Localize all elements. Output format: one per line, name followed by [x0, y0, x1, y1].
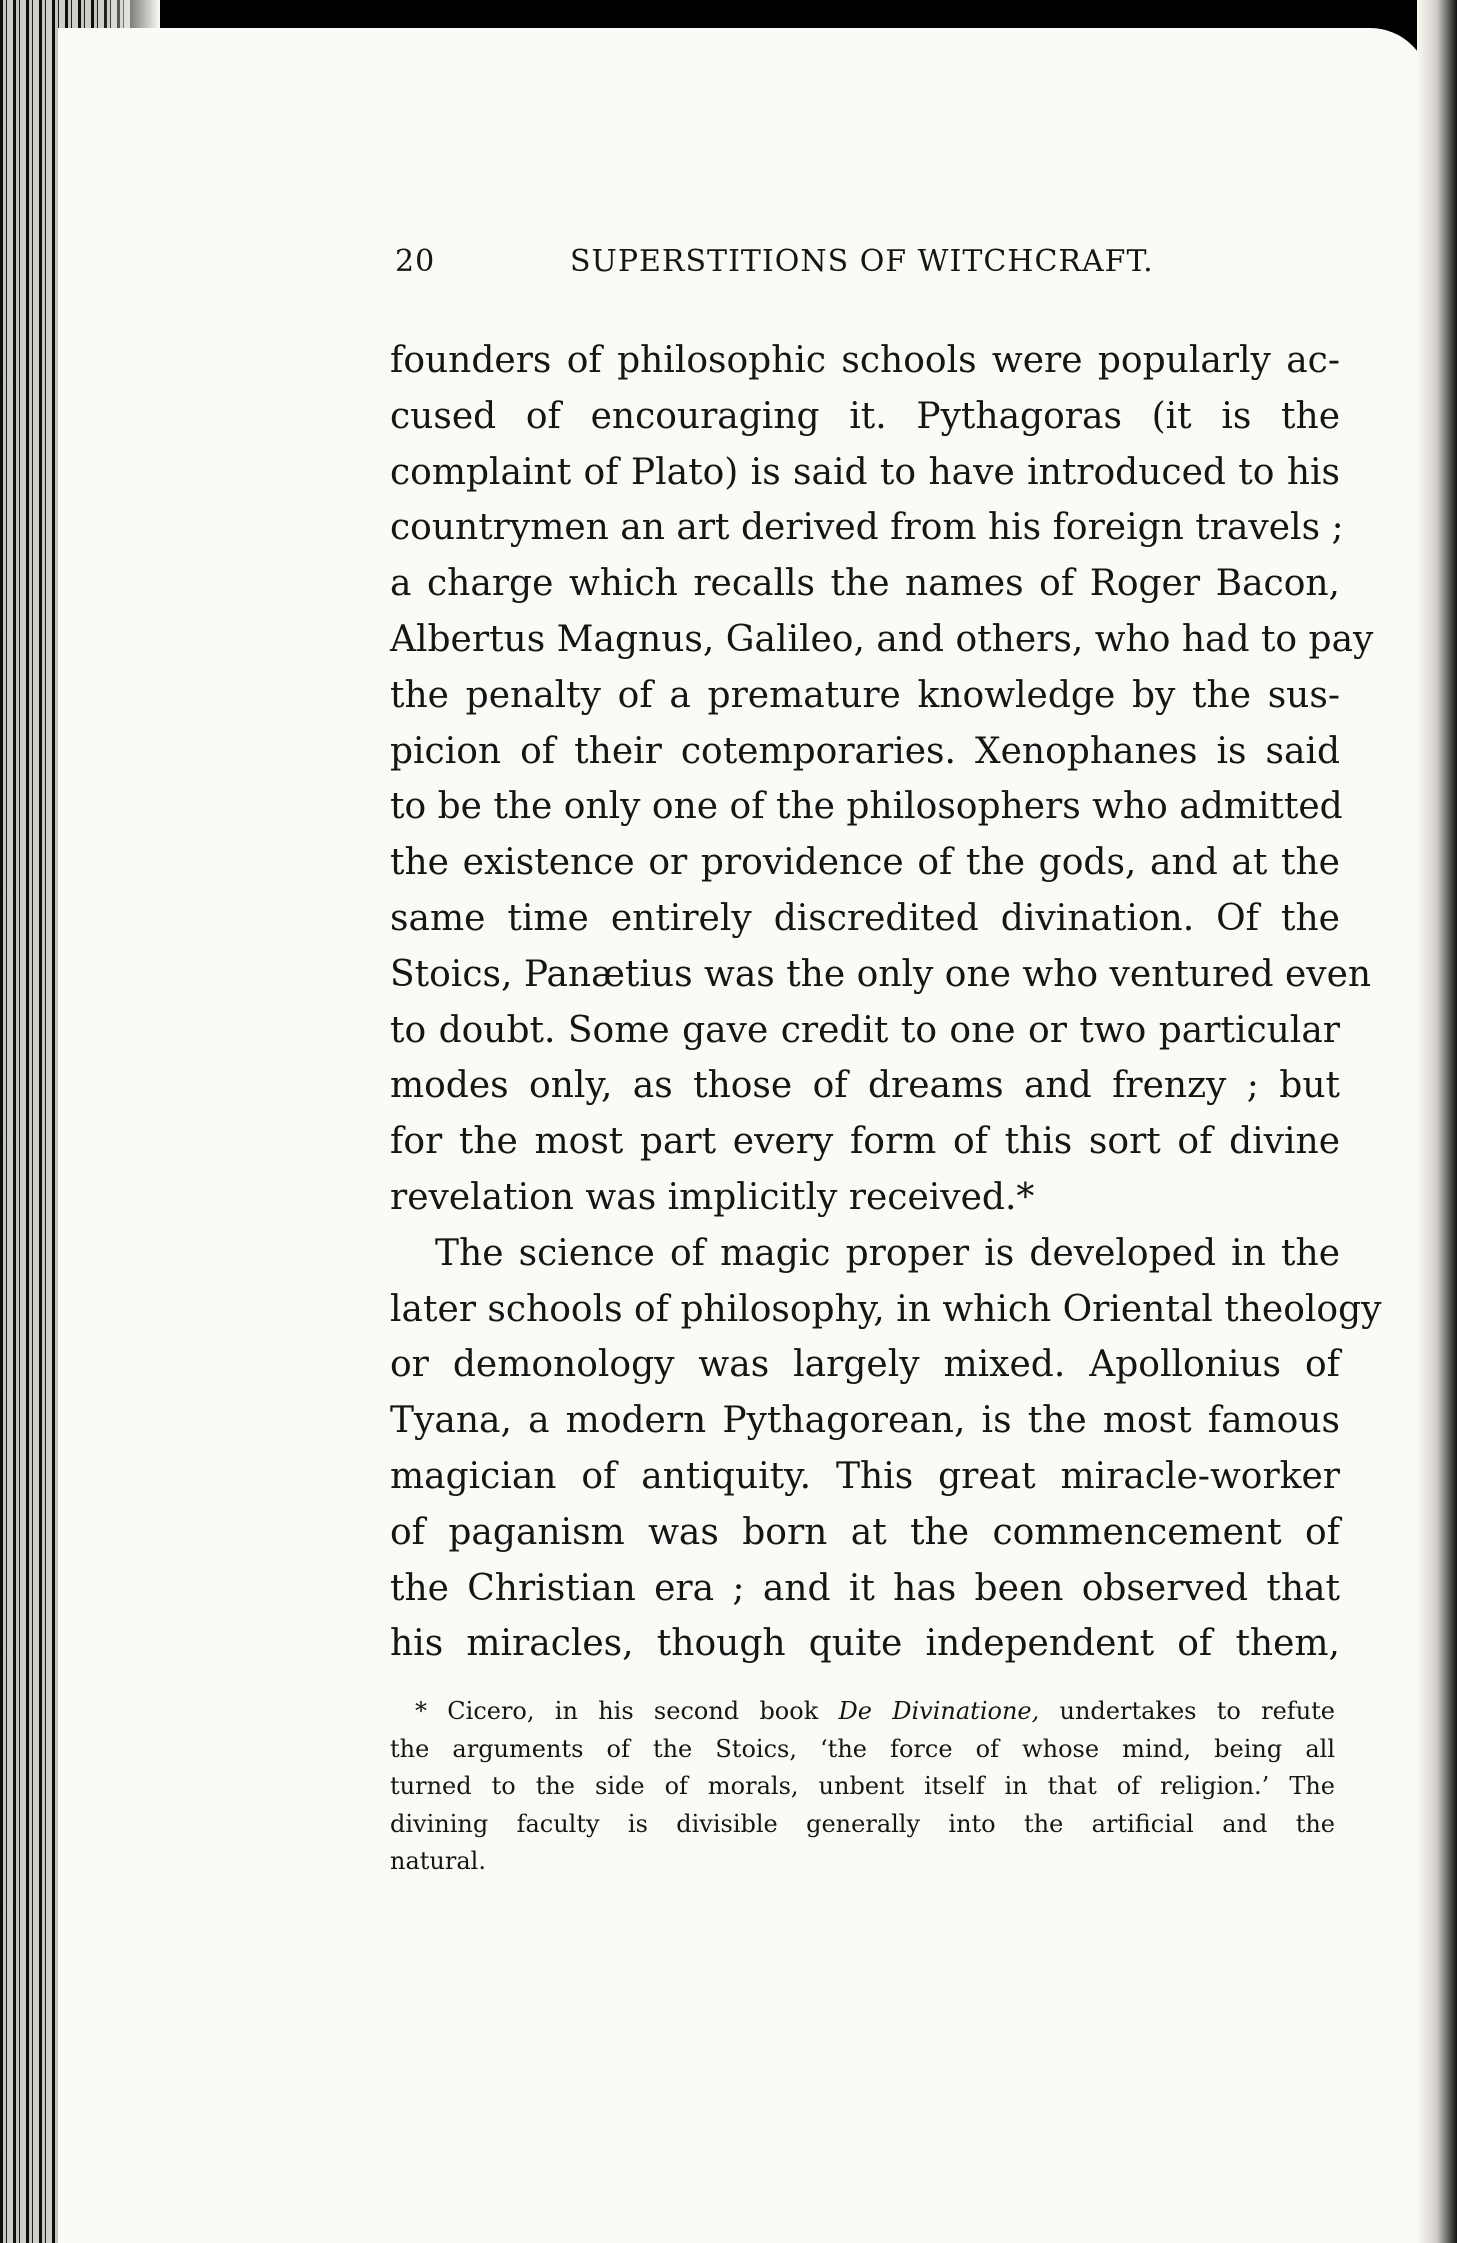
text-line: countrymen an art derived from his foreign travels ;	[390, 507, 1344, 549]
text-line: for the most part every form of this sort of divine	[390, 1121, 1340, 1163]
text-line: same time entirely discredited divination. Of the	[390, 897, 1340, 939]
footnote-text: undertakes to refute	[1039, 1697, 1335, 1725]
footnote-line: the arguments of the Stoics, ‘the force of whose mind, being all	[390, 1734, 1335, 1763]
text-line: to doubt. Some gave credit to one or two particular	[390, 1009, 1340, 1051]
spine-shadow	[100, 0, 160, 2243]
footnote-line: turned to the side of morals, unbent itself in that of religion.’ The	[390, 1772, 1335, 1800]
text-line: picion of their cotemporaries. Xenophanes is said	[390, 730, 1340, 772]
text-line: Albertus Magnus, Galileo, and others, who had to pay	[390, 618, 1374, 660]
body-text	[390, 333, 1382, 1672]
running-header	[395, 244, 1355, 294]
text-line: magician of antiquity. This great miracle-worker	[390, 1455, 1340, 1497]
footnote-line: natural.	[390, 1847, 486, 1875]
text-line: The science of magic proper is developed in the	[435, 1232, 1340, 1274]
page-number: 20	[395, 244, 436, 279]
footnote-line: divining faculty is divisible generally into the artificial and the	[390, 1809, 1335, 1838]
footnote-line	[390, 1693, 1335, 1731]
text-line: or demonology was largely mixed. Apollonius of	[390, 1344, 1340, 1386]
text-line: revelation was implicitly received.*	[390, 1176, 1035, 1218]
text-line: modes only, as those of dreams and frenzy ; but	[390, 1065, 1340, 1107]
footnote-text: * Cicero, in his second book	[415, 1697, 839, 1725]
text-line: to be the only one of the philosophers who admitted	[390, 786, 1343, 828]
text-line: his miracles, though quite independent of them,	[390, 1623, 1340, 1665]
running-title: SUPERSTITIONS OF WITCHCRAFT.	[570, 244, 1154, 279]
text-line: of paganism was born at the commencement of	[390, 1511, 1340, 1553]
text-line: the existence or providence of the gods, and at the	[390, 842, 1340, 884]
text-line: a charge which recalls the names of Roger Bacon,	[390, 563, 1340, 605]
text-line: the Christian era ; and it has been observed that	[390, 1567, 1340, 1609]
text-line: founders of philosophic schools were popularly ac-	[390, 340, 1340, 381]
book-title: De Divinatione,	[838, 1697, 1040, 1725]
text-line: later schools of philosophy, in which Oriental theology	[390, 1288, 1382, 1330]
text-line: the penalty of a premature knowledge by the sus-	[390, 674, 1340, 716]
text-line: Tyana, a modern Pythagorean, is the most famous	[390, 1400, 1340, 1442]
text-line: cused of encouraging it. Pythagoras (it is the	[390, 395, 1340, 437]
right-page-edge	[1417, 0, 1457, 2243]
text-line: Stoics, Panætius was the only one who ventured even	[390, 953, 1372, 995]
text-line: complaint of Plato) is said to have introduced to his	[390, 451, 1340, 493]
footnote	[390, 1693, 1335, 1881]
